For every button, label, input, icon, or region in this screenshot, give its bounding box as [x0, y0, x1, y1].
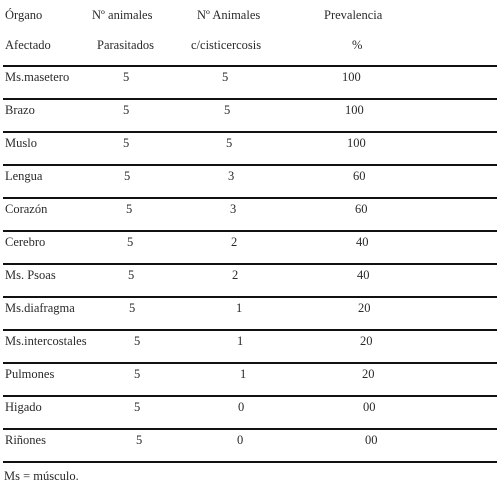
cysticercosis-cell: 2 — [232, 268, 239, 282]
parasitized-cell: 5 — [123, 136, 130, 150]
header-parasitized-line1: Nº animales — [92, 8, 153, 22]
prevalence-cell: 00 — [363, 400, 376, 414]
prevalence-cell: 20 — [362, 367, 375, 381]
table-rule — [3, 230, 497, 232]
organ-cell: Riñones — [5, 433, 46, 447]
header-prevalence-line2: % — [352, 38, 363, 52]
header-cysticercosis-line1: Nº Animales — [197, 8, 261, 22]
table-row — [0, 102, 500, 118]
table-rule — [3, 263, 497, 265]
parasitized-cell: 5 — [136, 433, 143, 447]
prevalence-cell: 60 — [353, 169, 366, 183]
parasitized-cell: 5 — [123, 70, 130, 84]
organ-cell: Ms.diafragma — [5, 301, 75, 315]
header-parasitized-line2: Parasitados — [97, 38, 154, 52]
parasitized-cell: 5 — [124, 169, 131, 183]
table-row — [0, 234, 500, 250]
cysticercosis-cell: 5 — [226, 136, 233, 150]
table-rule — [3, 362, 497, 364]
prevalence-cell: 100 — [347, 136, 366, 150]
table-row — [0, 69, 500, 85]
table-row — [0, 366, 500, 382]
organ-cell: Muslo — [5, 136, 37, 150]
table-row — [0, 135, 500, 151]
organ-cell: Corazón — [5, 202, 48, 216]
parasitized-cell: 5 — [134, 367, 141, 381]
cysticercosis-cell: 2 — [231, 235, 238, 249]
prevalence-cell: 100 — [342, 70, 361, 84]
table-rule — [3, 395, 497, 397]
prevalence-cell: 00 — [365, 433, 378, 447]
table-rule — [3, 98, 497, 100]
prevalence-cell: 20 — [358, 301, 371, 315]
organ-cell: Pulmones — [5, 367, 55, 381]
table-rule — [3, 65, 497, 67]
prevalence-cell: 100 — [345, 103, 364, 117]
cysticercosis-cell: 0 — [237, 433, 244, 447]
cysticercosis-cell: 5 — [224, 103, 231, 117]
organ-cell: Ms. Psoas — [5, 268, 56, 282]
cysticercosis-cell: 1 — [236, 301, 243, 315]
prevalence-cell: 60 — [355, 202, 368, 216]
cysticercosis-cell: 3 — [230, 202, 237, 216]
parasitized-cell: 5 — [134, 400, 141, 414]
cysticercosis-cell: 0 — [238, 400, 245, 414]
footnote: Ms = músculo. — [4, 469, 79, 483]
parasitized-cell: 5 — [127, 235, 134, 249]
prevalence-cell: 40 — [357, 268, 370, 282]
organ-cell: Ms.intercostales — [5, 334, 87, 348]
table-rule — [3, 428, 497, 430]
table-row — [0, 267, 500, 283]
table-row — [0, 432, 500, 448]
table-rule — [3, 197, 497, 199]
header-organ-line2: Afectado — [5, 38, 51, 52]
table-rule — [3, 461, 497, 463]
cysticercosis-cell: 1 — [240, 367, 247, 381]
cysticercosis-cell: 5 — [222, 70, 229, 84]
header-cysticercosis-line2: c/cisticercosis — [191, 38, 262, 52]
organ-cell: Lengua — [5, 169, 43, 183]
parasitized-cell: 5 — [126, 202, 133, 216]
table-rule — [3, 164, 497, 166]
parasitized-cell: 5 — [129, 301, 136, 315]
header-organ-line1: Órgano — [5, 8, 43, 22]
table-row — [0, 399, 500, 415]
parasitized-cell: 5 — [134, 334, 141, 348]
table-row — [0, 300, 500, 316]
parasitized-cell: 5 — [123, 103, 130, 117]
table-row — [0, 201, 500, 217]
header-prevalence-line1: Prevalencia — [324, 8, 383, 22]
table-rule — [3, 131, 497, 133]
cysticercosis-cell: 3 — [228, 169, 235, 183]
table-row — [0, 168, 500, 184]
organ-cell: Brazo — [5, 103, 35, 117]
table-rule — [3, 296, 497, 298]
parasitized-cell: 5 — [128, 268, 135, 282]
table-rule — [3, 329, 497, 331]
prevalence-cell: 40 — [356, 235, 369, 249]
organ-cell: Ms.masetero — [5, 70, 70, 84]
organ-cell: Higado — [5, 400, 42, 414]
cysticercosis-cell: 1 — [237, 334, 244, 348]
organ-cell: Cerebro — [5, 235, 46, 249]
prevalence-cell: 20 — [360, 334, 373, 348]
table-row — [0, 333, 500, 349]
